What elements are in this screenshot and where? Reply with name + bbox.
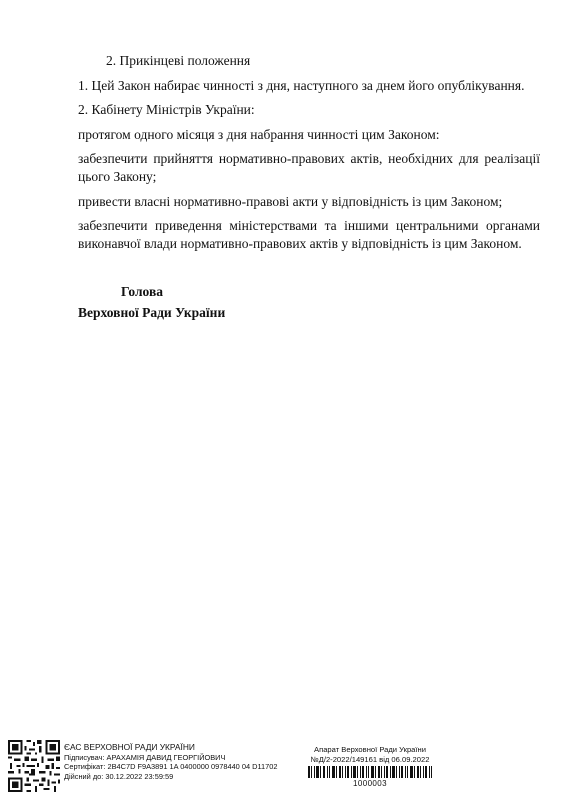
electronic-signature-stamp (64, 743, 300, 781)
esign-signer: Підписувач: АРАХАМІЯ ДАВИД ГЕОРГІЙОВИЧ (64, 752, 226, 762)
esign-valid-until: Дійсний до: 30.12.2022 23:59:59 (64, 771, 174, 781)
subpoint-align-own-acts: привести власні нормативно-правові акти у відповідність із цим Законом; (78, 194, 503, 209)
barcode-number: 1000003 (353, 779, 387, 788)
section-heading: 2. Прикінцеві положення (106, 53, 251, 68)
qr-code-icon (8, 740, 60, 792)
subpoint-ministries-alignment: забезпечити приведення міністерствами та іншими центральними органами виконавчої влади нормативно-правових актів у відповідність із цим Законом. (78, 218, 540, 251)
registration-office: Апарат Верховної Ради України (314, 745, 426, 754)
point-2-cabinet: 2. Кабінету Міністрів України: (78, 102, 255, 117)
signature-body: Верховної Ради України (78, 305, 226, 320)
subpoint-deadline: протягом одного місяця з дня набрання чинності цим Законом: (78, 127, 440, 142)
barcode-icon (308, 766, 432, 778)
esign-system: ЄАС ВЕРХОВНОЇ РАДИ УКРАЇНИ (64, 742, 195, 752)
signature-title: Голова (121, 284, 164, 299)
subpoint-adopt-acts: забезпечити прийняття нормативно-правових актів, необхідних для реалізації цього Закону; (78, 151, 540, 184)
point-1-effective-date: 1. Цей Закон набирає чинності з дня, наступного за днем його опублікування. (78, 78, 525, 93)
esign-certificate: Сертифікат: 2В4С7D F9A3891 1A 0400000 0978440 04 D11702 (64, 762, 278, 771)
registration-stamp (306, 745, 434, 789)
registration-number: №Д/2-2022/149161 від 06.09.2022 (310, 754, 430, 764)
